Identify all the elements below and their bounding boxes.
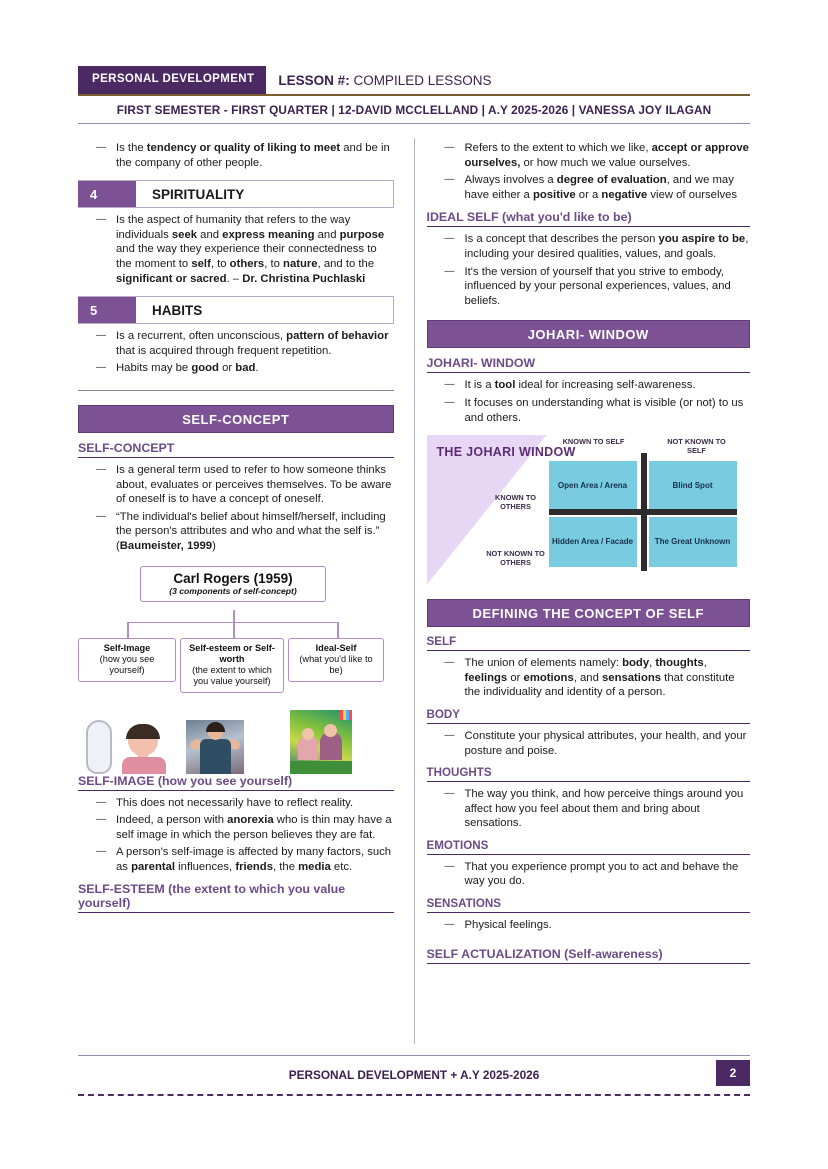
list-item: — Always involves a degree of evaluation, and we may have either a positive or a negative view of ourselves — [445, 173, 751, 202]
figure-cell-blind-spot: Blind Spot — [649, 461, 737, 511]
self-image-subhead: SELF-IMAGE (how you see yourself) — [78, 774, 394, 791]
section-bar-habits — [78, 296, 394, 324]
diagram-root-node — [140, 566, 326, 602]
diagram-subtitle: (3 components of self-concept) — [169, 585, 297, 596]
list-item: — Constitute your physical attributes, your health, and your posture and poise. — [445, 729, 751, 758]
self-bullet-list — [427, 656, 751, 700]
johari-bullet-list — [427, 378, 751, 425]
list-item: — That you experience prompt you to act and behave the way you do. — [445, 860, 751, 889]
lesson-number-label: LESSON #: — [278, 73, 350, 88]
group-head-self: SELF — [427, 635, 751, 651]
footer-dashed-rule — [78, 1094, 750, 1096]
self-actualization-subhead: SELF ACTUALIZATION (Self-awareness) — [427, 947, 751, 964]
figure-col-label-known-to-self: KNOWN TO SELF — [562, 437, 625, 447]
defining-self-bar: DEFINING THE CONCEPT OF SELF — [427, 599, 751, 627]
diagram-title: Carl Rogers (1959) — [173, 570, 293, 586]
emotions-bullet-list — [427, 860, 751, 889]
list-item: — Physical feelings. — [445, 918, 751, 933]
list-item: — It's the version of yourself that you strive to embody, influenced by your personal experiences, values, and beliefs. — [445, 265, 751, 309]
section-bar-spirituality — [78, 180, 394, 208]
continued-bullet-list — [78, 141, 394, 170]
column-divider — [414, 138, 415, 1044]
list-item: — Indeed, a person with anorexia who is thin may have a self image in which the person believes they are fat. — [96, 813, 394, 842]
connector-branch-right — [337, 622, 339, 638]
self-concept-bullet-list — [78, 463, 394, 554]
body-bullet-list — [427, 729, 751, 758]
document-footer — [78, 1055, 750, 1096]
section-number: 4 — [78, 181, 136, 207]
johari-window-figure — [427, 435, 745, 585]
couple-outdoors-photo — [290, 710, 352, 774]
self-concept-bar: SELF-CONCEPT — [78, 405, 394, 433]
figure-row-label-not-known-to-others: NOT KNOWN TO OTHERS — [486, 549, 545, 568]
lesson-name-label: COMPILED LESSONS — [349, 73, 492, 88]
carl-rogers-diagram — [78, 566, 394, 766]
habits-bullet-list — [78, 329, 394, 376]
figure-grid — [549, 453, 739, 571]
figure-col-label-not-known-to-self: NOT KNOWN TO SELF — [667, 437, 726, 456]
woman-flexing-photo — [186, 720, 244, 774]
figure-cell-open-area: Open Area / Arena — [549, 461, 637, 511]
list-item: — The union of elements namely: body, thoughts, feelings or emotions, and sensations that constitute the individuality and identity of a person. — [445, 656, 751, 700]
section-label: SPIRITUALITY — [136, 181, 393, 207]
figure-cell-great-unknown: The Great Unknown — [649, 517, 737, 567]
mirror-illustration — [86, 720, 112, 774]
divider-rule — [78, 390, 394, 391]
list-item: — “The individual's belief about himself/herself, including the person's attributes and who and what the self is.” (Baumeister, 1999) — [96, 510, 394, 554]
list-item: — It is a tool ideal for increasing self-awareness. — [445, 378, 751, 393]
self-concept-subhead: SELF-CONCEPT — [78, 441, 394, 458]
connector-branch-mid — [233, 622, 235, 638]
list-item: — Is the tendency or quality of liking to meet and be in the company of other people. — [96, 141, 394, 170]
self-esteem-subhead: SELF-ESTEEM (the extent to which you value yourself) — [78, 882, 394, 913]
document-header — [78, 66, 750, 124]
leaf-subtitle: (how you see yourself) — [99, 653, 155, 675]
list-item: — Is the aspect of humanity that refers to the way individuals seek and express meaning and purpose and the way they experience their connectedness to the moment to self, to others, to nature, and to the significant or sacred. – Dr. Christina Puchlaski — [96, 213, 394, 286]
list-item: — It focuses on understanding what is visible (or not) to us and others. — [445, 396, 751, 425]
subject-badge: PERSONAL DEVELOPMENT — [78, 66, 266, 94]
ideal-self-subhead: IDEAL SELF (what you'd like to be) — [427, 210, 751, 227]
ideal-self-bullet-list — [427, 232, 751, 308]
thoughts-bullet-list — [427, 787, 751, 831]
figure-title: THE JOHARI WINDOW — [436, 445, 576, 460]
group-head-body: BODY — [427, 708, 751, 724]
person-illustration — [118, 724, 172, 774]
right-column — [427, 136, 751, 1046]
list-item: — The way you think, and how perceive things around you affect how you feel about them and bring about sensations. — [445, 787, 751, 831]
diagram-images — [78, 718, 388, 780]
content-columns — [78, 136, 750, 1046]
section-number: 5 — [78, 297, 136, 323]
diagram-leaf-self-esteem — [180, 638, 284, 693]
footer-text: PERSONAL DEVELOPMENT + A.Y 2025-2026 — [288, 1068, 540, 1082]
title-row — [78, 66, 750, 96]
figure-row-label-known-to-others: KNOWN TO OTHERS — [495, 493, 536, 512]
leaf-title: Ideal-Self — [315, 642, 357, 653]
self-image-bullet-list — [78, 796, 394, 875]
section-label: HABITS — [136, 297, 393, 323]
sensations-bullet-list — [427, 918, 751, 933]
johari-window-bar: JOHARI- WINDOW — [427, 320, 751, 348]
header-subtitle: FIRST SEMESTER - FIRST QUARTER | 12-DAVID MCCLELLAND | A.Y 2025-2026 | VANESSA JOY ILAGAN — [78, 96, 750, 124]
list-item: — Is a recurrent, often unconscious, pattern of behavior that is acquired through frequent repetition. — [96, 329, 394, 358]
connector-stem — [233, 610, 235, 622]
diagram-leaf-self-image — [78, 638, 176, 682]
group-head-sensations: SENSATIONS — [427, 897, 751, 913]
list-item: — Is a general term used to refer to how someone thinks about, evaluates or perceives themselves. To be aware of oneself is to have a concept of oneself. — [96, 463, 394, 507]
list-item: — This does not necessarily have to reflect reality. — [96, 796, 394, 811]
figure-cell-hidden-area: Hidden Area / Facade — [549, 517, 637, 567]
group-head-emotions: EMOTIONS — [427, 839, 751, 855]
spirituality-bullet-list — [78, 213, 394, 286]
johari-window-subhead: JOHARI- WINDOW — [427, 356, 751, 373]
leaf-title: Self-esteem or Self-worth — [189, 642, 275, 664]
group-head-thoughts: THOUGHTS — [427, 766, 751, 782]
diagram-leaf-ideal-self — [288, 638, 384, 682]
figure-horizontal-bar — [549, 509, 737, 515]
self-esteem-bullet-list — [427, 141, 751, 202]
leaf-subtitle: (the extent to which you value yourself) — [192, 664, 272, 686]
lesson-title — [266, 66, 750, 94]
connector-branch-left — [127, 622, 129, 638]
left-column — [78, 136, 402, 1046]
list-item: — Refers to the extent to which we like, accept or approve ourselves, or how much we value ourselves. — [445, 141, 751, 170]
leaf-subtitle: (what you'd like to be) — [299, 653, 373, 675]
leaf-title: Self-Image — [103, 642, 151, 653]
page-number: 2 — [716, 1060, 750, 1086]
list-item: — Habits may be good or bad. — [96, 361, 394, 376]
list-item: — A person's self-image is affected by many factors, such as parental influences, friends, the media etc. — [96, 845, 394, 874]
list-item: — Is a concept that describes the person you aspire to be, including your desired qualities, values, and goals. — [445, 232, 751, 261]
